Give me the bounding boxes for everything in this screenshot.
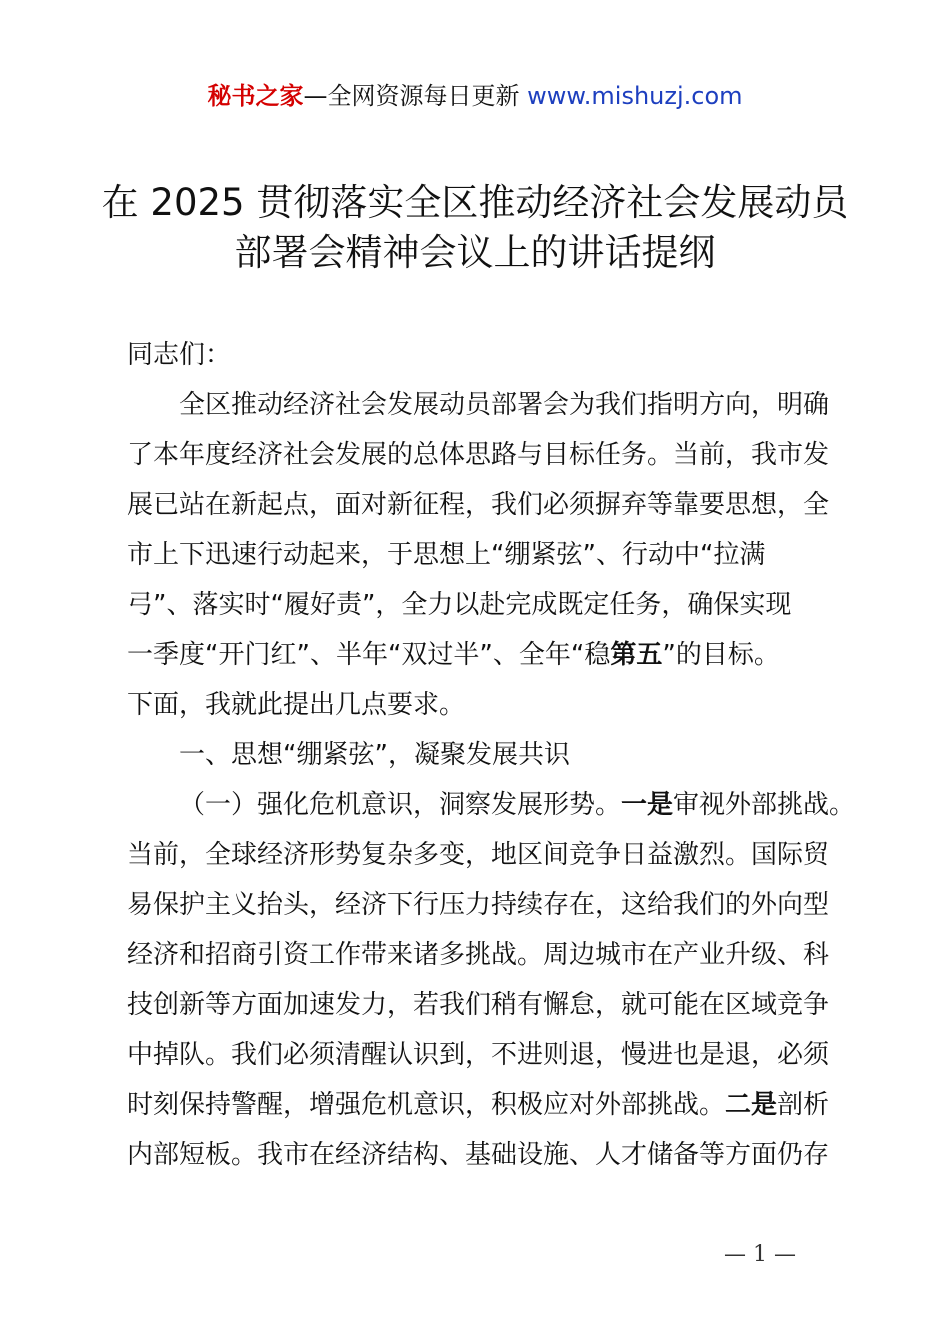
header-banner bbox=[0, 80, 950, 112]
text-line: 内部短板。我市在经济结构、基础设施、人才储备等方面仍存 bbox=[127, 1140, 830, 1170]
subsection-paragraph bbox=[127, 780, 856, 1180]
bold-text-run: 第五 bbox=[610, 640, 663, 670]
site-url-link[interactable]: www.mishuzj.com bbox=[527, 82, 743, 110]
text-run: 时刻保持警醒，增强危机意识，积极应对外部挑战。 bbox=[127, 1090, 726, 1120]
salutation: 同志们： bbox=[127, 340, 232, 370]
text-line: 展已站在新起点，面对新征程，我们必须摒弃等靠要思想，全 bbox=[127, 490, 830, 520]
text-line bbox=[127, 630, 847, 680]
text-run: ”的目标。 bbox=[662, 640, 780, 670]
text-line: 了本年度经济社会发展的总体思路与目标任务。当前，我市发 bbox=[127, 440, 830, 470]
header-tagline: —全网资源每日更新 bbox=[303, 82, 520, 110]
intro-paragraph bbox=[127, 380, 847, 730]
text-line: 下面，我就此提出几点要求。 bbox=[127, 690, 466, 720]
text-line: 易保护主义抬头，经济下行压力持续存在，这给我们的外向型 bbox=[127, 890, 830, 920]
document-title bbox=[0, 178, 950, 278]
text-run: 剖析 bbox=[777, 1090, 830, 1120]
bold-text-run: 一是 bbox=[621, 790, 674, 820]
brand-name: 秘书之家 bbox=[207, 82, 304, 110]
section-heading bbox=[127, 730, 847, 780]
text-line: 当前，全球经济形势复杂多变，地区间竞争日益激烈。国际贸 bbox=[127, 840, 830, 870]
text-line bbox=[127, 780, 856, 830]
text-line: 弓”、落实时“履好责”，全力以赴完成既定任务，确保实现 bbox=[127, 590, 792, 620]
text-line: 经济和招商引资工作带来诸多挑战。周边城市在产业升级、科 bbox=[127, 940, 830, 970]
page-number: — 1 — bbox=[724, 1242, 796, 1267]
text-line: 全区推动经济社会发展动员部署会为我们指明方向，明确 bbox=[179, 390, 830, 420]
text-line: 市上下迅速行动起来，于思想上“绷紧弦”、行动中“拉满 bbox=[127, 540, 766, 570]
text-line: 中掉队。我们必须清醒认识到，不进则退，慢进也是退，必须 bbox=[127, 1040, 830, 1070]
text-run: （一）强化危机意识，洞察发展形势。 bbox=[179, 790, 622, 820]
text-run: 审视外部挑战。 bbox=[673, 790, 856, 820]
bold-text-run: 二是 bbox=[725, 1090, 778, 1120]
section-heading-text: 一、思想“绷紧弦”，凝聚发展共识 bbox=[179, 740, 570, 770]
text-line bbox=[127, 1080, 847, 1130]
text-run: 一季度“开门红”、半年“双过半”、全年“稳 bbox=[127, 640, 611, 670]
title-line-2: 部署会精神会议上的讲话提纲 bbox=[234, 231, 716, 274]
title-line-1: 在 2025 贯彻落实全区推动经济社会发展动员 bbox=[101, 181, 849, 224]
text-line: 技创新等方面加速发力，若我们稍有懈怠，就可能在区域竞争 bbox=[127, 990, 830, 1020]
